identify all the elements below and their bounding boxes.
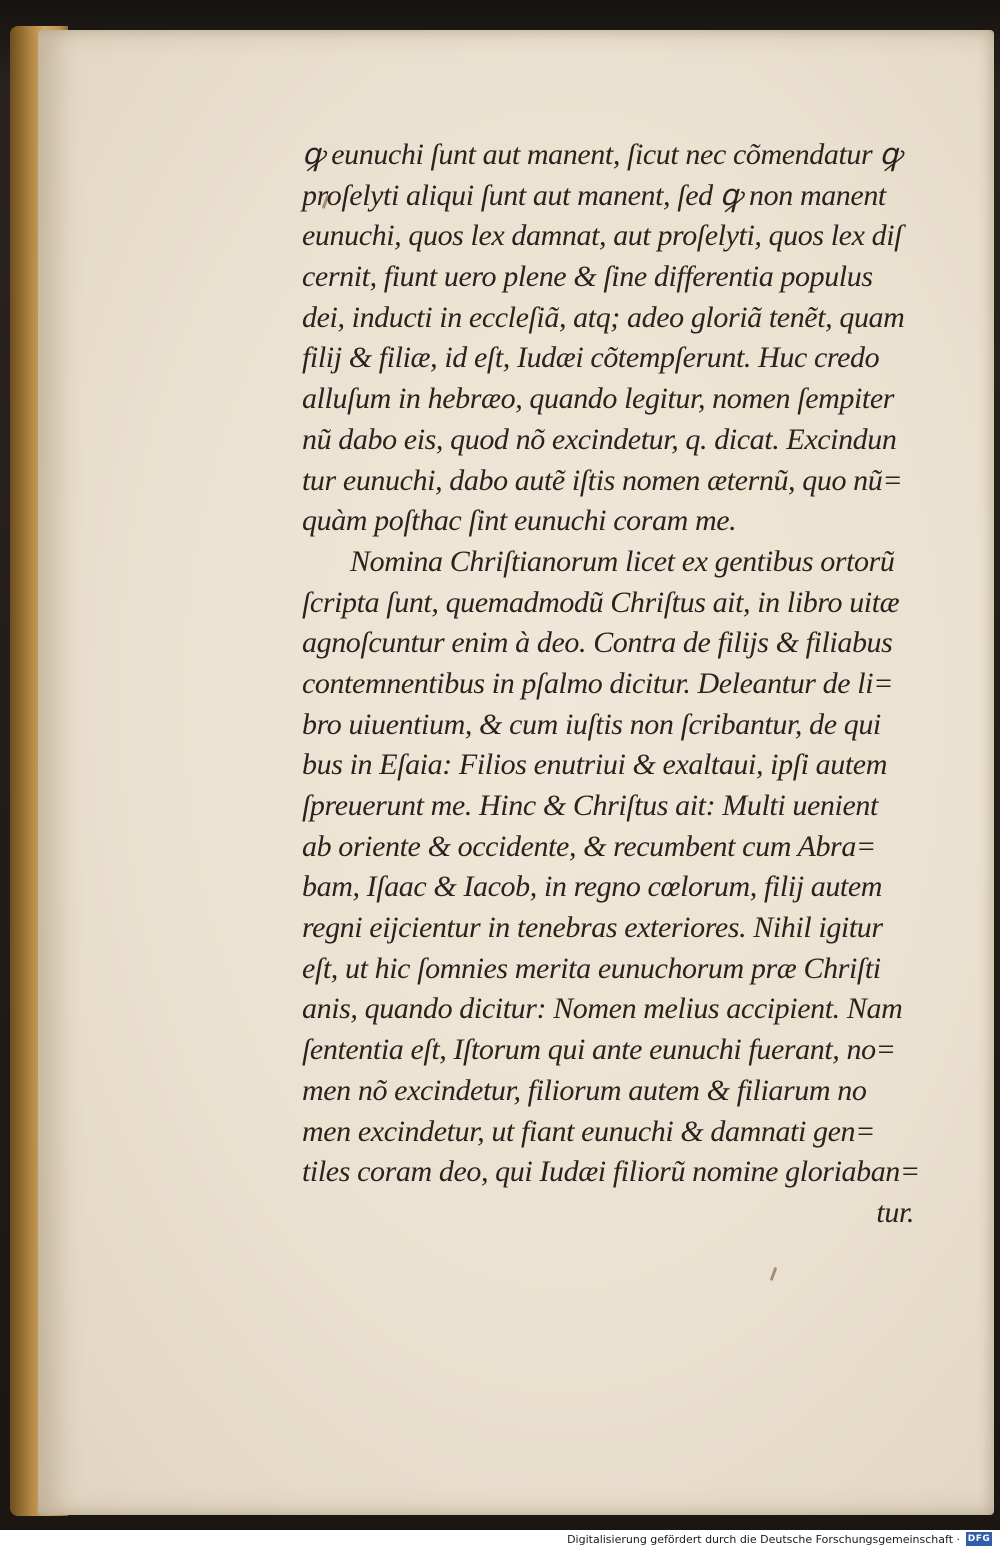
text-line: eunuchi, quos lex damnat, aut proſelyti, quos lex diſ — [302, 219, 903, 253]
text-line: ab oriente & occidente, & recumbent cum Abra= — [302, 829, 876, 863]
text-line: ſententia eſt, Iſtorum qui ante eunuchi fuerant, no= — [302, 1033, 896, 1067]
text-line: anis, quando dicitur: Nomen melius accipient. Nam — [302, 992, 903, 1026]
text-line: nũ dabo eis, quod nõ excindetur, q. dicat. Excindun — [302, 422, 897, 456]
catchword: tur. — [876, 1195, 914, 1229]
text-line: men excindetur, ut fiant eunuchi & damnati gen= — [302, 1114, 875, 1148]
text-line: cernit, fiunt uero plene & ſine differentia populus — [302, 260, 873, 294]
text-line: eſt, ut hic ſomnies merita eunuchorum præ Chriſti — [302, 951, 881, 985]
text-line: ſcripta ſunt, quemadmodũ Chriſtus ait, in libro uitæ — [302, 585, 900, 619]
text-line: ꝙ eunuchi ſunt aut manent, ſicut nec cõmendatur ꝙ — [302, 138, 902, 171]
text-line: tur eunuchi, dabo autẽ iſtis nomen æternũ, quo nũ= — [302, 463, 903, 497]
ink-mark — [770, 1267, 778, 1281]
text-line: dei, inducti in eccleſiã, atq; adeo gloriã tenẽt, quam — [302, 300, 905, 334]
page-text — [302, 135, 962, 1234]
text-line: contemnentibus in pſalmo dicitur. Deleantur de li= — [302, 666, 894, 700]
dfg-logo-icon: DFG — [967, 1534, 991, 1544]
text-line: alluſum in hebræo, quando legitur, nomen ſempiter — [302, 382, 895, 416]
text-line: bro uiuentium, & cum iuſtis non ſcribantur, de qui — [302, 707, 881, 741]
text-line: tiles coram deo, qui Iudæi filiorũ nomine gloriaban= — [302, 1155, 920, 1189]
text-line: filij & filiæ, id eſt, Iudæi cõtempſerunt. Huc credo — [302, 341, 880, 375]
text-line: Nomina Chriſtianorum licet ex gentibus ortorũ — [350, 544, 895, 578]
text-line: regni eijcientur in tenebras exteriores. Nihil igitur — [302, 911, 883, 945]
text-line: proſelyti aliqui ſunt aut manent, ſed ꝙ non manent — [302, 178, 886, 212]
text-line: men nõ excindetur, filiorum autem & filiarum no — [302, 1073, 867, 1107]
text-line: bam, Iſaac & Iacob, in regno cœlorum, filij autem — [302, 870, 883, 904]
text-line: bus in Eſaia: Filios enutriui & exaltaui, ipſi autem — [302, 748, 887, 782]
text-line: ſpreuerunt me. Hinc & Chriſtus ait: Multi uenient — [302, 789, 878, 822]
text-line: quàm poſthac ſint eunuchi coram me. — [302, 504, 737, 538]
funding-credit: Digitalisierung gefördert durch die Deutsche Forschungsgemeinschaft · — [567, 1533, 960, 1546]
footer-bar — [0, 1530, 1000, 1549]
text-line: agnoſcuntur enim à deo. Contra de filijs & filiabus — [302, 626, 893, 660]
